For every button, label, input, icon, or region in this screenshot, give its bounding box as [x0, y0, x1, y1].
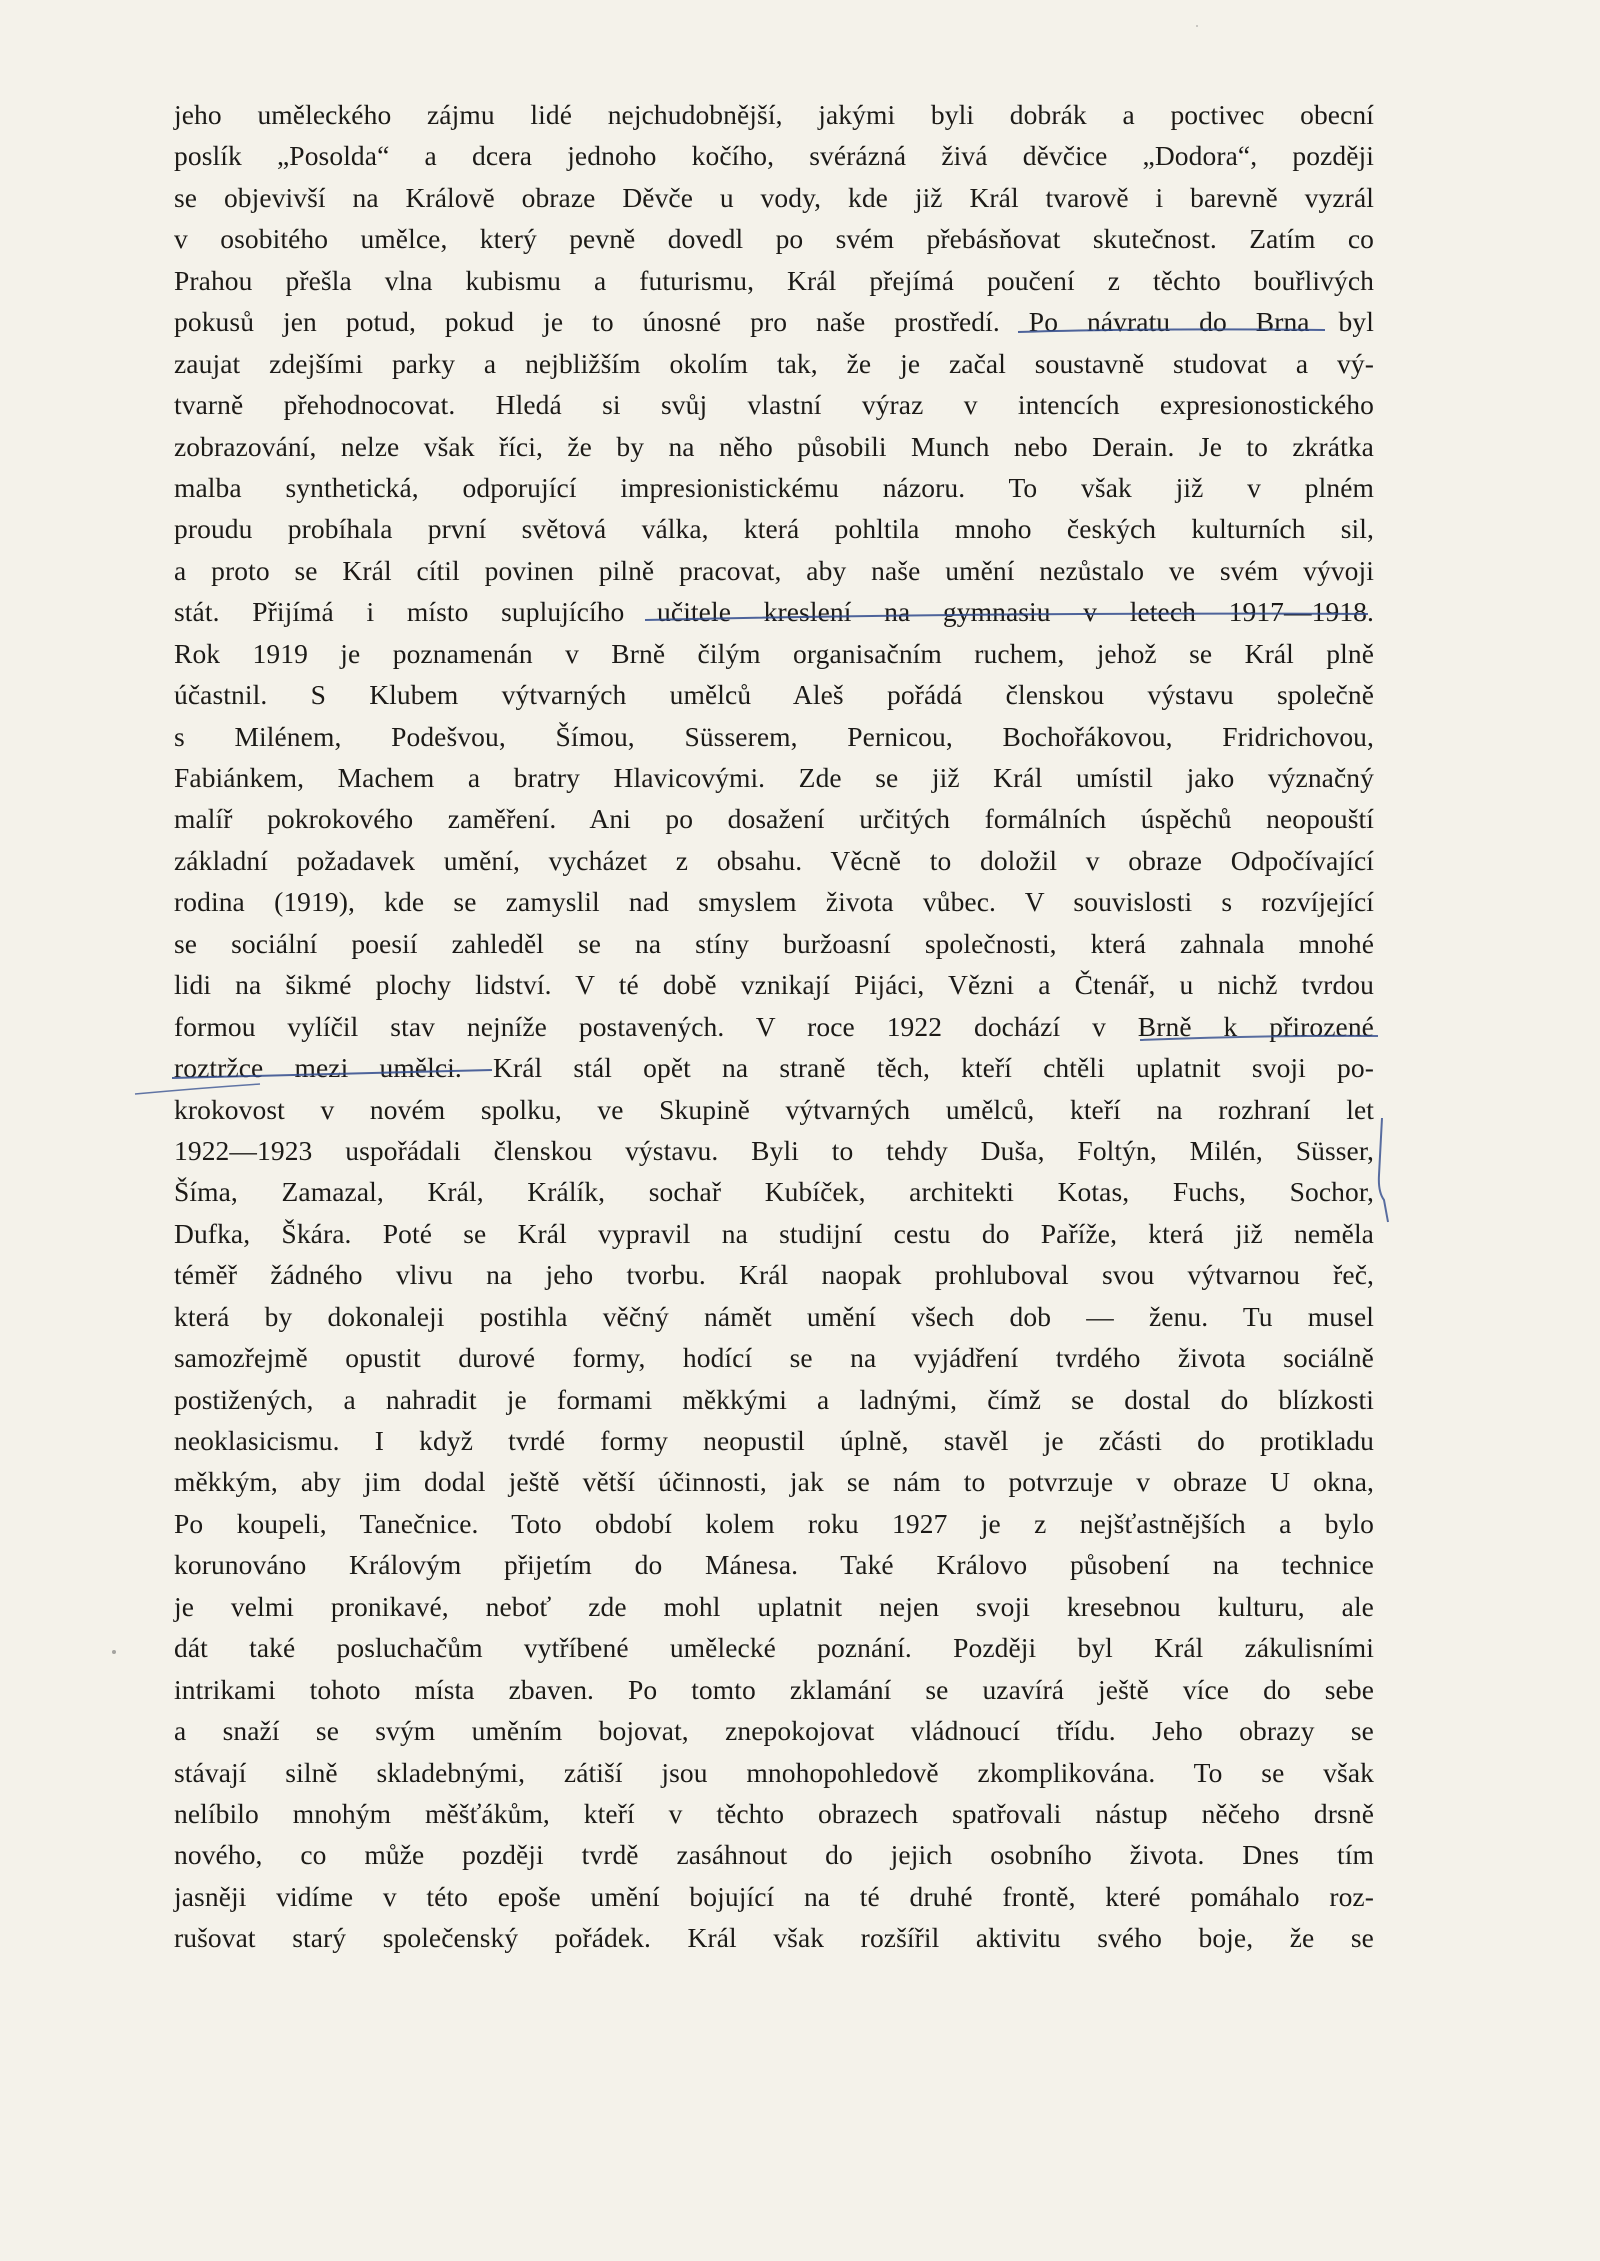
text-line: Prahou přešla vlna kubismu a futurismu, Král přejímá poučení z těchto bouřlivých	[174, 264, 1374, 296]
text-line: roztržce mezi umělci. Král stál opět na straně těch, kteří chtěli uplatnit svoji po-	[174, 1052, 1374, 1084]
text-line: rodina (1919), kde se zamyslil nad smyslem života vůbec. V souvislosti s rozvíjející	[174, 886, 1374, 918]
text-line: formou vylíčil stav nejníže postavených. V roce 1922 dochází v Brně k přirozené	[174, 1010, 1374, 1042]
text-line: v osobitého umělce, který pevně dovedl po svém přebásňovat skutečnost. Zatím co	[174, 223, 1374, 255]
text-line: postižených, a nahradit je formami měkkými a ladnými, čímž se dostal do blízkosti	[174, 1383, 1374, 1415]
text-line: Fabiánkem, Machem a bratry Hlavicovými. Zde se již Král umístil jako význačný	[174, 762, 1374, 793]
text-line: rušovat starý společenský pořádek. Král však rozšířil aktivitu svého boje, že se	[174, 1922, 1374, 1954]
text-line: Dufka, Škára. Poté se Král vypravil na studijní cestu do Paříže, která již neměla	[174, 1217, 1374, 1249]
text-line: základní požadavek umění, vycházet z obsahu. Věcně to doložil v obraze Odpočívající	[174, 844, 1374, 876]
text-line: se sociální poesií zahleděl se na stíny buržoasní společnosti, která zahnala mnohé	[174, 927, 1374, 959]
text-line: pokusů jen potud, pokud je to únosné pro naše prostředí. Po návratu do Brna byl	[174, 306, 1374, 338]
text-line: 1922—1923 uspořádali členskou výstavu. Byli to tehdy Duša, Foltýn, Milén, Süsser,	[174, 1134, 1374, 1166]
text-line: neoklasicismu. I když tvrdé formy neopustil úplně, stavěl je zčásti do protikladu	[174, 1425, 1374, 1456]
text-line: je velmi pronikavé, neboť zde mohl uplatnit nejen svoji kresebnou kulturu, ale	[174, 1590, 1374, 1622]
text-line: tvarně přehodnocovat. Hledá si svůj vlastní výraz v intencích expresionostického	[174, 389, 1374, 421]
text-line: jeho uměleckého zájmu lidé nejchudobnější, jakými byli dobrák a poctivec obecní	[174, 99, 1374, 130]
text-line: zobrazování, nelze však říci, že by na něho působili Munch nebo Derain. Je to zkrátka	[174, 430, 1374, 462]
text-line: samozřejmě opustit durové formy, hodící se na vyjádření tvrdého života sociálně	[174, 1342, 1374, 1374]
text-line: Po koupeli, Tanečnice. Toto období kolem roku 1927 je z nejšťastnějších a bylo	[174, 1507, 1374, 1539]
text-line: a snaží se svým uměním bojovat, znepokojovat vládnoucí třídu. Jeho obrazy se	[174, 1715, 1374, 1747]
text-line: účastnil. S Klubem výtvarných umělců Aleš pořádá členskou výstavu společně	[174, 679, 1374, 711]
text-line: zaujat zdejšími parky a nejbližším okolím tak, že je začal soustavně studovat a vý-	[174, 347, 1374, 379]
text-line: malíř pokrokového zaměření. Ani po dosažení určitých formálních úspěchů neopouští	[174, 803, 1374, 835]
text-line: poslík „Posolda“ a dcera jednoho kočího, svérázná živá děvčice „Dodora“, později	[174, 140, 1374, 172]
text-line: s Milénem, Podešvou, Šímou, Süsserem, Pernicou, Bochořákovou, Fridrichovou,	[174, 720, 1374, 752]
text-line: proudu probíhala první světová válka, která pohltila mnoho českých kulturních sil,	[174, 513, 1374, 545]
text-line: Šíma, Zamazal, Král, Králík, sochař Kubíček, architekti Kotas, Fuchs, Sochor,	[174, 1176, 1374, 1208]
text-line: stávají silně skladebnými, zátiší jsou mnohopohledově zkomplikována. To se však	[174, 1756, 1374, 1788]
text-line: dát také posluchačům vytříbené umělecké poznání. Později byl Král zákulisními	[174, 1632, 1374, 1664]
text-line: která by dokonaleji postihla věčný námět umění všech dob — ženu. Tu musel	[174, 1300, 1374, 1332]
text-line: jasněji vidíme v této epoše umění bojující na té druhé frontě, které pomáhalo roz-	[174, 1880, 1374, 1912]
text-line: intrikami tohoto místa zbaven. Po tomto zklamání se uzavírá ještě více do sebe	[174, 1673, 1374, 1705]
text-line: Rok 1919 je poznamenán v Brně čilým organisačním ruchem, jehož se Král plně	[174, 637, 1374, 669]
text-line: nového, co může později tvrdě zasáhnout do jejich osobního života. Dnes tím	[174, 1839, 1374, 1871]
text-line: a proto se Král cítil povinen pilně pracovat, aby naše umění nezůstalo ve svém vývoji	[174, 554, 1374, 586]
text-line: stát. Přijímá i místo suplujícího učitele kreslení na gymnasiu v letech 1917—1918.	[174, 596, 1374, 628]
text-line: nelíbilo mnohým měšťákům, kteří v těchto obrazech spatřovali nástup něčeho drsně	[174, 1797, 1374, 1829]
text-line: téměř žádného vlivu na jeho tvorbu. Král naopak prohluboval svou výtvarnou řeč,	[174, 1259, 1374, 1291]
text-line: krokovost v novém spolku, ve Skupině výtvarných umělců, kteří na rozhraní let	[174, 1093, 1374, 1125]
text-line: korunováno Královým přijetím do Mánesa. Také Královo působení na technice	[174, 1549, 1374, 1581]
text-line: malba synthetická, odporující impresionistickému názoru. To však již v plném	[174, 471, 1374, 503]
text-line: se objevivší na Královĕ obraze Děvče u vody, kde již Král tvarově i barevně vyzrál	[174, 181, 1374, 213]
text-line: lidi na šikmé plochy lidství. V té době vznikají Pijáci, Vězni a Čtenář, u nichž tvrdou	[174, 969, 1374, 1001]
text-line: měkkým, aby jim dodal ještě větší účinnosti, jak se nám to potvrzuje v obraze U okna,	[174, 1466, 1374, 1498]
